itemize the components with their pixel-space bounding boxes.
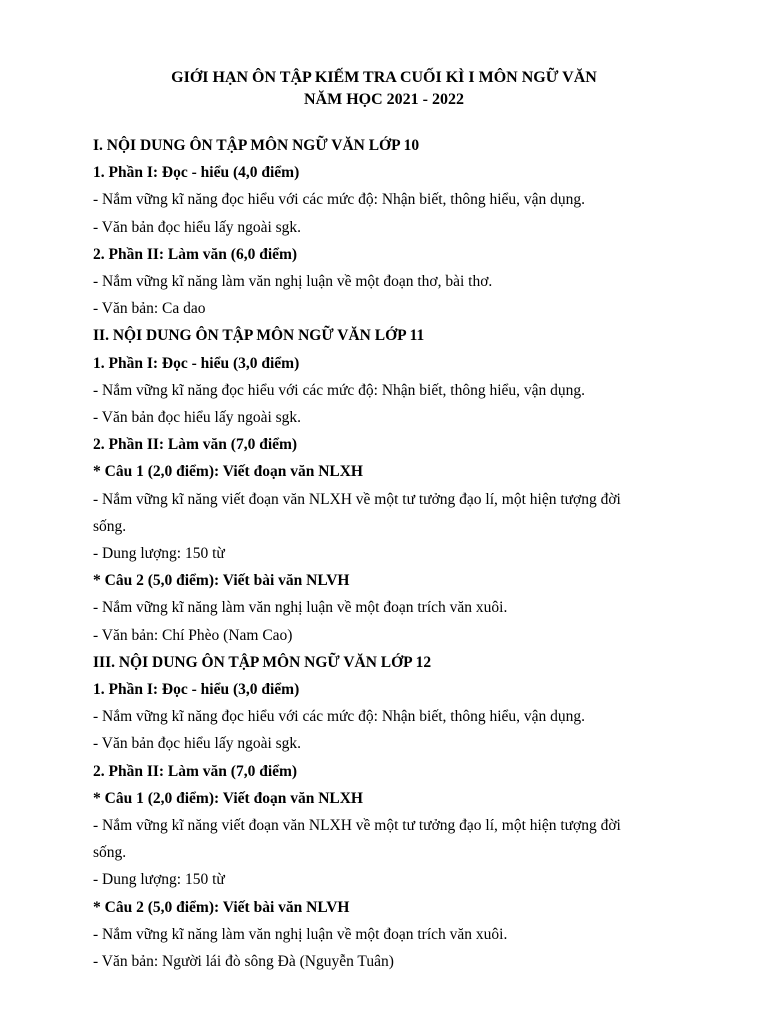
body-text-line: - Nắm vững kĩ năng đọc hiểu với các mức độ: Nhận biết, thông hiểu, vận dụng.	[93, 708, 586, 726]
section-heading: III. NỘI DUNG ÔN TẬP MÔN NGỮ VĂN LỚP 12	[93, 653, 432, 671]
section-heading: * Câu 1 (2,0 điểm): Viết đoạn văn NLXH	[93, 463, 363, 481]
body-text-line: - Văn bản đọc hiểu lấy ngoài sgk.	[93, 735, 302, 753]
section-heading: * Câu 2 (5,0 điểm): Viết bài văn NLVH	[93, 572, 350, 590]
section-heading: 2. Phần II: Làm văn (7,0 điểm)	[93, 436, 298, 454]
section-heading: II. NỘI DUNG ÔN TẬP MÔN NGỮ VĂN LỚP 11	[93, 327, 425, 345]
body-text-line: - Nắm vững kĩ năng làm văn nghị luận về một đoạn trích văn xuôi.	[93, 599, 508, 617]
section-heading: I. NỘI DUNG ÔN TẬP MÔN NGỮ VĂN LỚP 10	[93, 137, 420, 154]
body-text-line: - Văn bản đọc hiểu lấy ngoài sgk.	[93, 409, 302, 427]
body-text-line: sống.	[93, 517, 127, 535]
body-text-line: - Nắm vững kĩ năng viết đoạn văn NLXH về một tư tưởng đạo lí, một hiện tượng đời	[93, 817, 621, 835]
body-text-line: - Nắm vững kĩ năng làm văn nghị luận về một đoạn trích văn xuôi.	[93, 925, 508, 943]
body-text-line: - Nắm vững kĩ năng viết đoạn văn NLXH về một tư tưởng đạo lí, một hiện tượng đời	[93, 490, 621, 508]
section-heading: 1. Phần I: Đọc - hiểu (4,0 điểm)	[93, 164, 300, 182]
body-text-line: - Nắm vững kĩ năng đọc hiểu với các mức độ: Nhận biết, thông hiểu, vận dụng.	[93, 191, 586, 209]
body-text-line: - Nắm vững kĩ năng làm văn nghị luận về một đoạn thơ, bài thơ.	[93, 273, 493, 291]
body-text-line: - Văn bản: Ca dao	[93, 300, 206, 318]
section-heading: 1. Phần I: Đọc - hiểu (3,0 điểm)	[93, 681, 300, 699]
body-text-line: - Văn bản đọc hiểu lấy ngoài sgk.	[93, 218, 302, 236]
document-subtitle: NĂM HỌC 2021 - 2022	[304, 91, 464, 108]
document-title: GIỚI HẠN ÔN TẬP KIẾM TRA CUỐI KÌ I MÔN NGỮ VĂN	[171, 69, 597, 86]
body-text-line: sống.	[93, 844, 127, 862]
body-text-line: - Nắm vững kĩ năng đọc hiểu với các mức độ: Nhận biết, thông hiểu, vận dụng.	[93, 381, 586, 399]
section-heading: 2. Phần II: Làm văn (6,0 điểm)	[93, 245, 298, 263]
section-heading: * Câu 2 (5,0 điểm): Viết bài văn NLVH	[93, 898, 350, 916]
document-body	[93, 132, 693, 975]
section-heading: 2. Phần II: Làm văn (7,0 điểm)	[93, 762, 298, 780]
body-text-line: - Dung lượng: 150 từ	[93, 545, 225, 563]
section-heading: * Câu 1 (2,0 điểm): Viết đoạn văn NLXH	[93, 789, 363, 807]
section-heading: 1. Phần I: Đọc - hiểu (3,0 điểm)	[93, 354, 300, 372]
body-text-line: - Văn bản: Người lái đò sông Đà (Nguyễn Tuân)	[93, 953, 394, 971]
body-text-line: - Dung lượng: 150 từ	[93, 871, 225, 889]
body-text-line: - Văn bản: Chí Phèo (Nam Cao)	[93, 626, 293, 644]
